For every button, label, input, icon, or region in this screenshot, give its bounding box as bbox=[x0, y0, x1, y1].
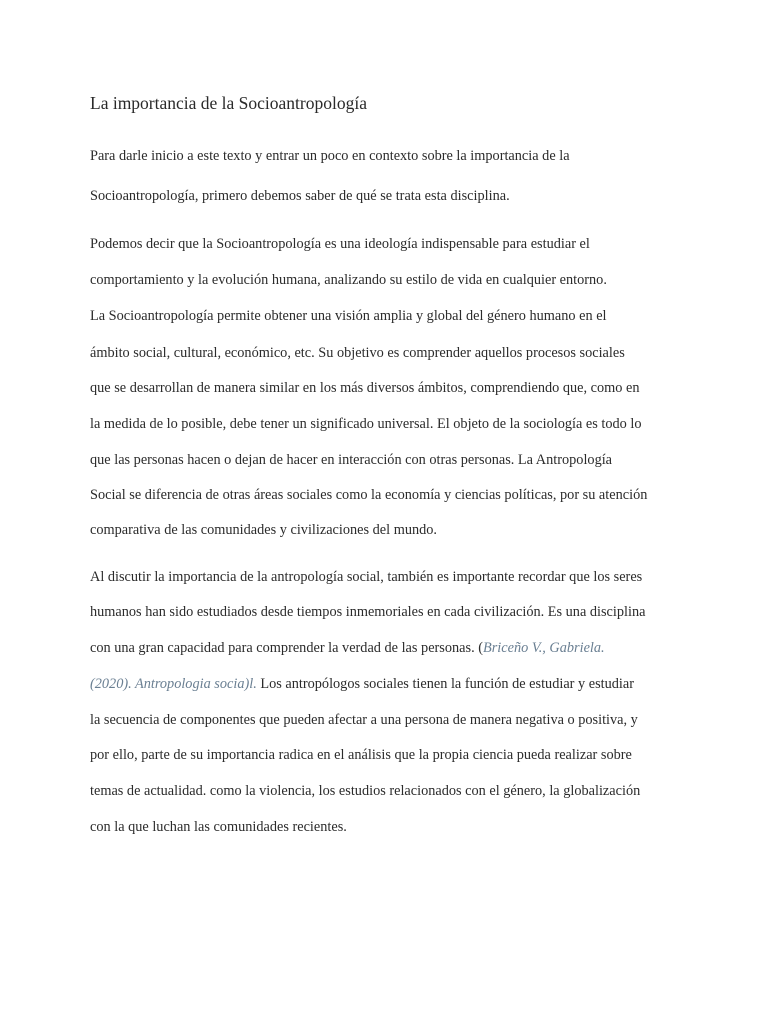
citation-link-continued[interactable]: (2020). Antropologia socia)l. bbox=[90, 676, 257, 692]
paragraph-2-line-6: la medida de lo posible, debe tener un significado universal. El objeto de la sociología es todo lo bbox=[90, 416, 642, 432]
paragraph-1-line-2: Socioantropología, primero debemos saber de qué se trata esta disciplina. bbox=[90, 188, 510, 204]
paragraph-3-line-8: con la que luchan las comunidades recientes. bbox=[90, 819, 347, 835]
paragraph-2-line-9: comparativa de las comunidades y civilizaciones del mundo. bbox=[90, 522, 437, 538]
paragraph-1-line-1: Para darle inicio a este texto y entrar un poco en contexto sobre la importancia de la bbox=[90, 148, 570, 164]
paragraph-3-line-1: Al discutir la importancia de la antropología social, también es importante recordar que los seres bbox=[90, 569, 643, 585]
paragraph-2-line-4: ámbito social, cultural, económico, etc. Su objetivo es comprender aquellos procesos sociales bbox=[90, 345, 625, 361]
paragraph-3-line-4-text: Los antropólogos sociales tienen la función de estudiar y estudiar bbox=[256, 676, 634, 692]
paragraph-3-line-5: la secuencia de componentes que pueden afectar a una persona de manera negativa o positiva, y bbox=[90, 712, 638, 728]
paragraph-2-line-3: La Socioantropología permite obtener una visión amplia y global del género humano en el bbox=[90, 308, 607, 324]
paragraph-2-line-1: Podemos decir que la Socioantropología es una ideología indispensable para estudiar el bbox=[90, 236, 590, 252]
paragraph-3-line-3-text: con una gran capacidad para comprender la verdad de las personas. ( bbox=[90, 640, 483, 656]
paragraph-3-line-7: temas de actualidad. como la violencia, los estudios relacionados con el género, la globalización bbox=[90, 783, 641, 799]
paragraph-2-line-2: comportamiento y la evolución humana, analizando su estilo de vida en cualquier entorno. bbox=[90, 272, 607, 288]
paragraph-2-line-5: que se desarrollan de manera similar en los más diversos ámbitos, comprendiendo que, como en bbox=[90, 380, 640, 396]
paragraph-2-line-8: Social se diferencia de otras áreas sociales como la economía y ciencias políticas, por su atención bbox=[90, 487, 648, 503]
citation-link[interactable]: Briceño V., Gabriela. bbox=[482, 640, 605, 656]
paragraph-3-line-6: por ello, parte de su importancia radica en el análisis que la propia ciencia pueda realizar sobre bbox=[90, 747, 632, 763]
paragraph-3-line-2: humanos han sido estudiados desde tiempos inmemoriales en cada civilización. Es una disciplina bbox=[90, 604, 646, 620]
paragraph-2-line-7: que las personas hacen o dejan de hacer en interacción con otras personas. La Antropología bbox=[90, 452, 613, 468]
paragraph-3-line-3 bbox=[90, 638, 605, 658]
document-title: La importancia de la Socioantropología bbox=[90, 93, 367, 113]
paragraph-3-line-4 bbox=[90, 674, 634, 694]
